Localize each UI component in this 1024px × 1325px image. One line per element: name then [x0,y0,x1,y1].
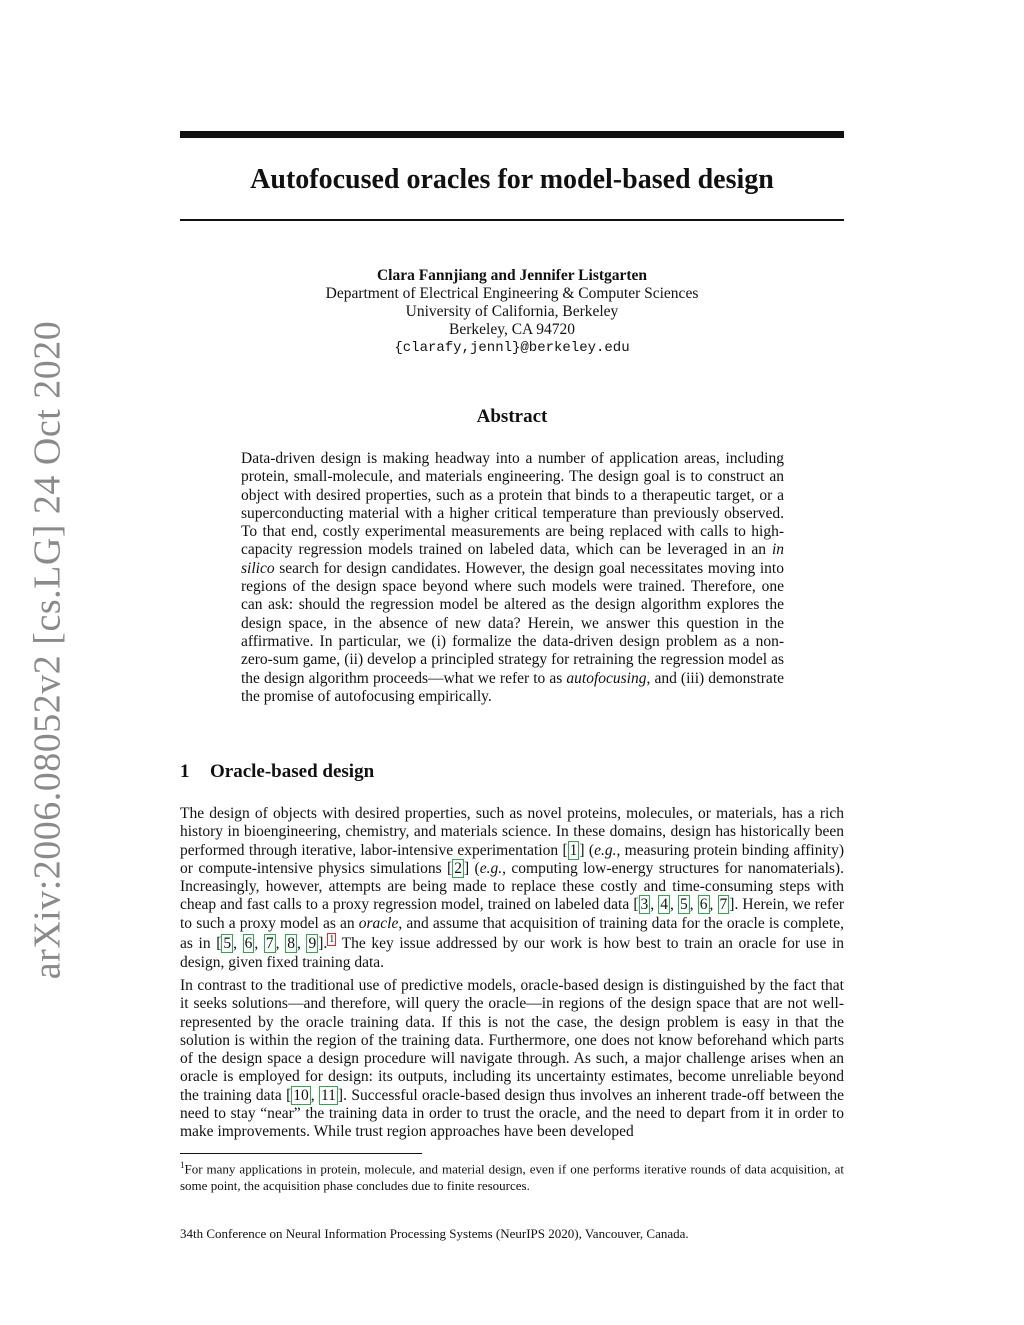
citation-link[interactable]: 5 [223,935,232,953]
citation-link[interactable]: 2 [454,859,462,877]
text-run: , computing low-energy structures for nanomaterials). Increasingly, however, attempts are being made to replace these costly and time-consuming steps with cheap and fast calls to a proxy regression model, trained on labeled data [ [180,859,844,914]
text-run: ]. [318,935,328,953]
text-run: ( [469,859,480,877]
abstract-text [241,450,784,706]
text-run: ( [584,841,595,859]
section-heading [180,760,844,784]
section-title: Oracle-based design [210,761,375,782]
author-names: Clara Fannjiang and Jennifer Listgarten [376,267,648,284]
citation-link[interactable]: 9 [308,935,317,953]
author-block [180,267,844,357]
arxiv-stamp-text: arXiv:2006.08052v2 [cs.LG] 24 Oct 2020 [26,320,69,980]
citation-link[interactable]: 6 [244,935,253,953]
citation-link[interactable]: 5 [680,896,688,914]
emphasis: oracle [358,914,399,932]
title-bottom-rule [180,219,844,221]
section-number: 1 [180,761,190,782]
paragraph-2: In contrast to the traditional use of predictive models, oracle-based design is distinguished by the fact that it seeks solutions—and therefore, will query the oracle—in regions of the design space that are not well-represented by the oracle training data. If this is not the case, the design problem is easy in that the solution is within the region of the training data. Furthermore, one does not know beforehand which parts of the design space a design procedure will navigate through. As such, a major challenge arises when an oracle is employed for design: its outputs, including its uncertainty estimates, become unreliable beyond the training data [ 10 , 11 ]. Successful oracle-based design thus involves an inherent trade-off between the need to stay “near” the training data in order to trust the oracle, and the need to depart from it in order to make improvements. While trust region approaches have been developed [180,977,845,1141]
abstract-emphasis: in silico [241,541,784,577]
text-run: The key issue addressed by our work is how best to train an oracle for use in design, given fixed training data. [180,935,845,971]
paragraph-1: The design of objects with desired properties, such as novel proteins, molecules, or materials, has a rich history in bioengineering, chemistry, and materials science. In these domains, design has historically been performed through iterative, labor-intensive experimentation [ 1 ] (e.g., measuring protein binding affinity) or compute-intensive physics simulations [ 2 ] (e.g., computing low-energy structures for nanomaterials). Increasingly, however, attempts are being made to replace these costly and time-consuming steps with cheap and fast calls to a proxy regression model, trained on labeled data [ 3 , 4 , 5 , 6 , 7 ]. Herein, we refer to such a proxy model as an oracle, and assume that acquisition of training data for the oracle is complete, as in [ 5 , 6 , 7 , 8 , 9 ]. 1 The key issue addressed by our work is how best to train an oracle for use in design, given fixed training data. [180,805,845,971]
text-run: , and assume that acquisition of training data for the oracle is complete, as in [ [180,914,844,953]
citation-link[interactable]: 10 [293,1086,309,1104]
text-run: , measuring protein binding affinity) or compute-intensive physics simulations [180,841,844,877]
text-run: ]. Herein, we refer to such a proxy model as an [180,896,845,932]
title-top-rule [180,131,844,138]
citation-link[interactable]: 7 [265,935,274,953]
citation-link[interactable]: 4 [660,896,669,914]
abstract-text-part: , and (iii) demonstrate the promise of autofocusing empirically. [241,669,785,705]
footnote [180,1157,844,1194]
abstract-emphasis: autofocusing [566,669,647,687]
citation-link[interactable]: 8 [287,935,295,953]
author-email[interactable]: {clarafy,jennl}@berkeley.edu [394,340,630,356]
citation-link[interactable]: 11 [320,1086,336,1104]
text-run: ]. Successful oracle-based design thus involves an inherent trade-off between the need to stay “near” the training data in order to trust the oracle, and the need to depart from it in order to make improvements. While trust region approaches have been developed [180,1086,845,1141]
emphasis: e.g. [479,859,503,877]
citation-link[interactable]: 3 [640,896,649,914]
arxiv-identifier-stamp [20,320,75,980]
citation-link[interactable]: 7 [719,896,728,914]
citation-link[interactable]: 6 [699,896,708,914]
author-university: University of California, Berkeley [405,303,619,320]
text-run: The design of objects with desired properties, such as novel proteins, molecules, or materials, has a rich history in bioengineering, chemistry, and materials science. In these domains, design has historically been performed through iterative, labor-intensive experimentation [180,805,844,859]
conference-footer: 34th Conference on Neural Information Processing Systems (NeurIPS 2020), Vancouver, Canada. [180,1226,689,1241]
paper-title: Autofocused oracles for model-based design [250,164,774,195]
abstract-heading: Abstract [476,406,548,427]
footnote-rule [180,1153,422,1154]
author-department: Department of Electrical Engineering & Computer Sciences [325,285,699,302]
text-run: In contrast to the traditional use of predictive models, oracle-based design is distinguished by the fact that it seeks solutions—and therefore, will query the oracle—in regions of the design space that are not well-represented by the oracle training data. If this is not the case, the design problem is easy in that the solution is within the region of the training data. Furthermore, one does not know beforehand which parts of the design space a design procedure will navigate through. As such, a major challenge arises when an oracle is employed for design: its outputs, including its uncertainty estimates, become unreliable beyond the training data [ [180,977,844,1104]
footnote-mark: 1 [180,1160,185,1170]
author-location: Berkeley, CA 94720 [449,321,575,338]
footnote-link[interactable]: 1 [329,934,335,946]
abstract-text-part: Data-driven design is making headway into a number of application areas, including protein, small-molecule, and materials engineering. The design goal is to construct an object with desired properties, such as a protein that binds to a therapeutic target, or a superconducting material with a higher critical temperature than previously observed. To that end, costly experimental measurements are being replaced with calls to high-capacity regression models trained on labeled data, which can be leveraged in an [241,450,784,559]
abstract-text-part: search for design candidates. However, the design goal necessitates moving into regions of the design space beyond where such models were trained. Therefore, one can ask: should the regression model be altered as the design algorithm explores the design space, in the absence of new data? Herein, we answer this question in the affirmative. In particular, we (i) formalize the data-driven design problem as a non-zero-sum game, (ii) develop a principled strategy for retraining the regression model as the design algorithm proceeds—what we refer to as [241,559,784,687]
emphasis: e.g. [594,841,617,859]
citation-link[interactable]: 1 [569,841,578,859]
footnote-text: For many applications in protein, molecule, and material design, even if one performs iterative rounds of data acquisition, at some point, the acquisition phase concludes due to finite resources. [180,1161,844,1194]
